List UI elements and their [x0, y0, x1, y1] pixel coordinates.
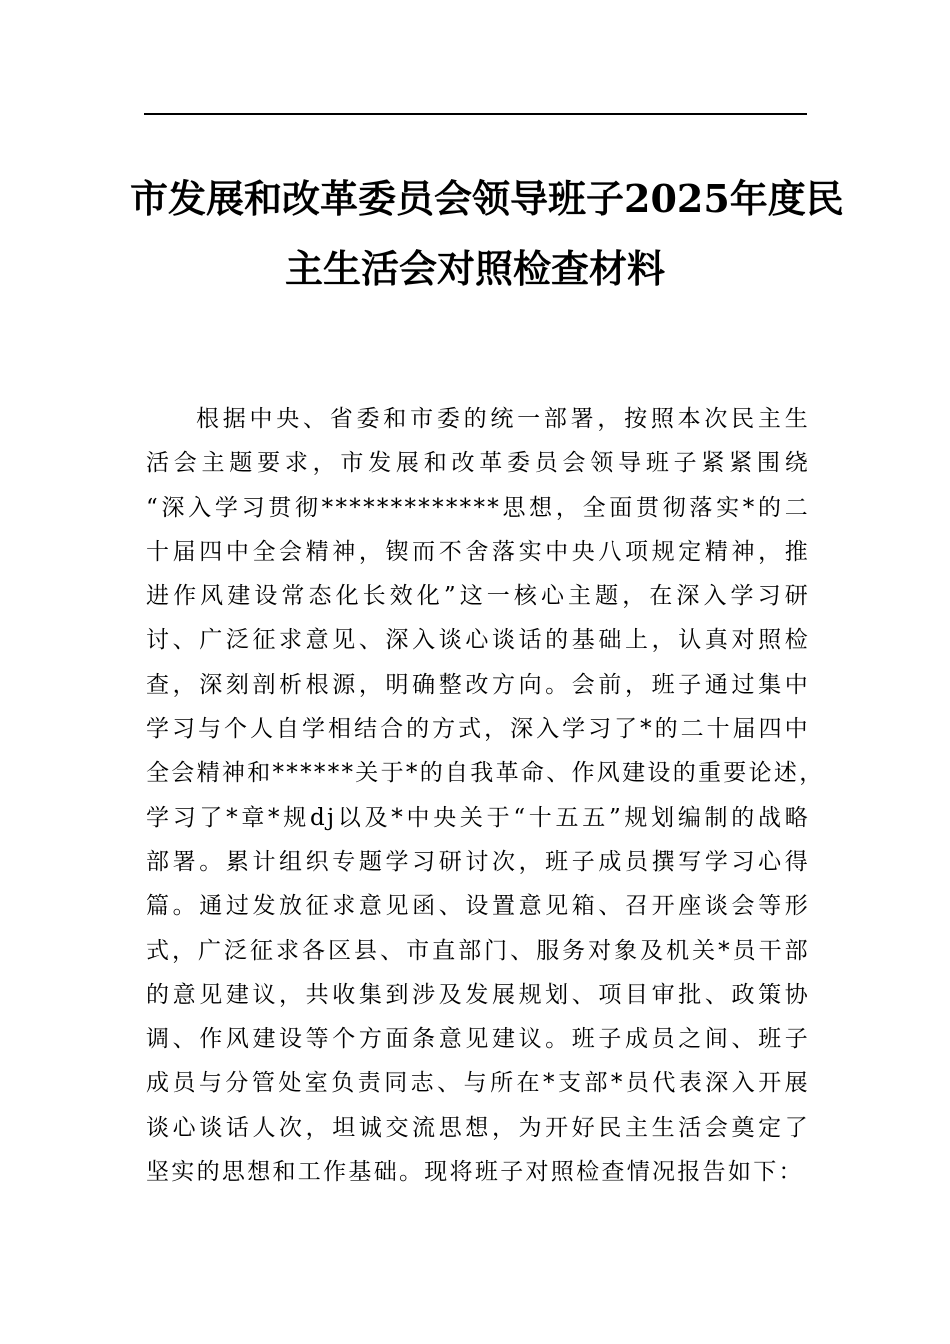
paragraph-line: “深入学习贯彻*************思想，全面贯彻落实*的二 — [146, 494, 810, 521]
title-line-1: 市发展和改革委员会领导班子2025年度民 — [130, 176, 844, 221]
paragraph-line: 十届四中全会精神，锲而不舍落实中央八项规定精神，推 — [146, 538, 810, 565]
document-title — [130, 164, 844, 304]
paragraph-line: 学习了*章*规dj以及*中央关于“十五五”规划编制的战略 — [146, 804, 810, 831]
paragraph-line: 谈心谈话人次，坦诚交流思想，为开好民主生活会奠定了 — [146, 1114, 810, 1141]
paragraph-line: 全会精神和******关于*的自我革命、作风建设的重要论述， — [146, 760, 825, 787]
body-paragraph — [146, 397, 825, 1194]
paragraph-line: 活会主题要求，市发展和改革委员会领导班子紧紧围绕 — [146, 450, 810, 477]
paragraph-line: 篇。通过发放征求意见函、设置意见箱、召开座谈会等形 — [146, 893, 810, 920]
paragraph-line: 坚实的思想和工作基础。现将班子对照检查情况报告如下： — [146, 1159, 804, 1186]
paragraph-line: 查，深刻剖析根源，明确整改方向。会前，班子通过集中 — [146, 671, 810, 698]
paragraph-line: 讨、广泛征求意见、深入谈心谈话的基础上，认真对照检 — [146, 627, 810, 654]
paragraph-line: 的意见建议，共收集到涉及发展规划、项目审批、政策协 — [146, 981, 810, 1008]
paragraph-line: 调、作风建设等个方面条意见建议。班子成员之间、班子 — [146, 1026, 810, 1053]
paragraph-line: 学习与个人自学相结合的方式，深入学习了*的二十届四中 — [146, 716, 810, 743]
header-rule — [144, 113, 807, 115]
title-line-2: 主生活会对照检查材料 — [284, 246, 665, 291]
paragraph-line: 部署。累计组织专题学习研讨次，班子成员撰写学习心得 — [146, 848, 810, 875]
paragraph-line: 式，广泛征求各区县、市直部门、服务对象及机关*员干部 — [146, 937, 810, 964]
paragraph-line: 成员与分管处室负责同志、与所在*支部*员代表深入开展 — [146, 1070, 810, 1097]
paragraph-line: 根据中央、省委和市委的统一部署，按照本次民主生 — [196, 406, 810, 432]
paragraph-line: 进作风建设常态化长效化”这一核心主题，在深入学习研 — [146, 583, 810, 610]
